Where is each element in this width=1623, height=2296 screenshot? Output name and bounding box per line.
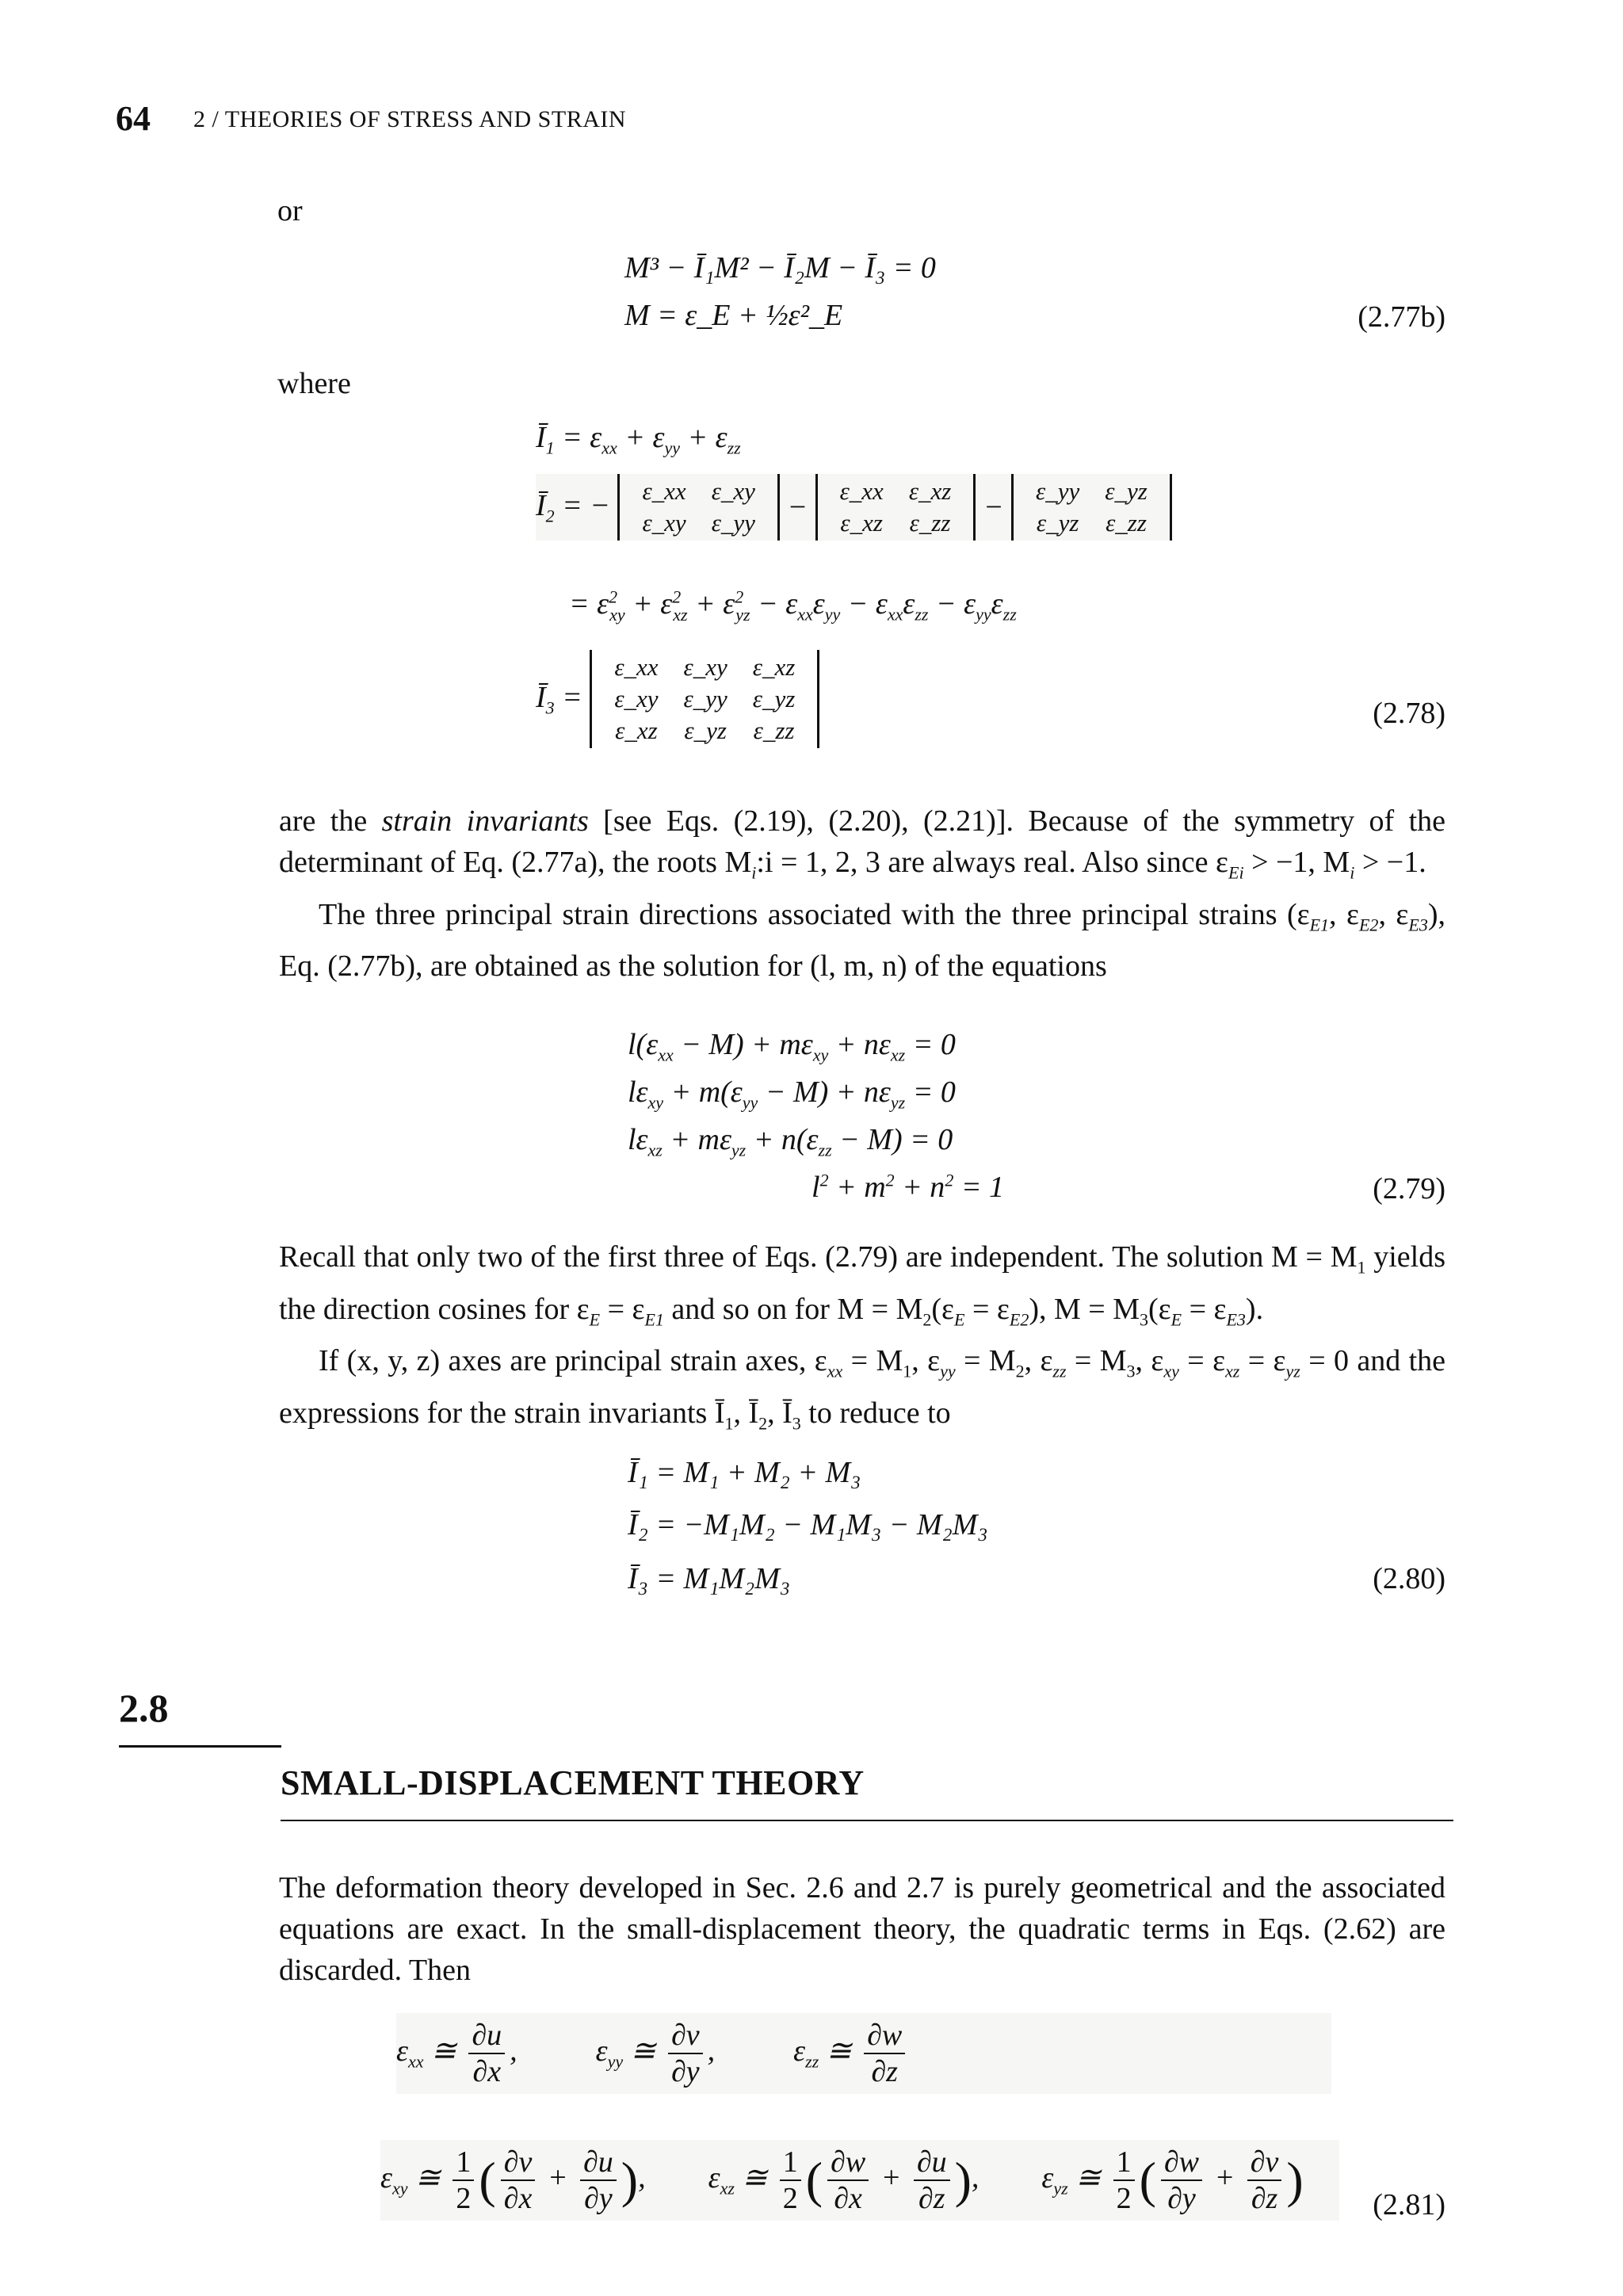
section-number-rule — [119, 1745, 281, 1748]
eq-278-I2-determinants: $Ī_2$ = − ε_xx ε_xy ε_xy ε_yy − ε_xx ε_xz ε_xz ε_zz − ε_yy ε_yz ε_yz ε_zz — [536, 474, 1172, 541]
eq-279-line1: $l(\varepsilon_{xx} - M) + m\varepsilon_{xy} + n\varepsilon_{xz} = 0$ — [628, 1028, 956, 1065]
eq-281-row1: $\varepsilon_{xx}$ ≅ $\frac{\partial u}{\partial x}$ , $\varepsilon_{yy}$ ≅ $\frac{\partial v}{\partial y}$ , $\varepsilon_{zz}$ ≅ $\frac{\partial w}{\partial z}$ — [396, 2013, 1331, 2094]
det-I2-b: ε_xx ε_xz ε_xz ε_zz — [815, 474, 976, 541]
eq-280-line2: Ī₂ = −M₁M₂ − M₁M₃ − M₂M₃ — [628, 1508, 988, 1541]
eq-280-line3: Ī₃ = M₁M₂M₃ — [628, 1562, 791, 1595]
eq-278-number: (2.78) — [1373, 697, 1445, 730]
paragraph-strain-invariants: are the strain invariants [see Eqs. (2.19), (2.20), (2.21)]. Because of the symmetry of the determinant of Eq. (2.77a), the roots $M_i:i = 1$, 2, 3 are always real. Also since $\varepsilon_{Ei} > -1$, $M_i > -1$. The three principal strain directions associated with the three principal strains ($\varepsilon_{E1}$, $\varepsilon_{E2}$, $\varepsilon_{E3}$), Eq. (2.77b), are obtained as the solution for (l, m, n) of the equations — [279, 804, 1446, 984]
eq-278-I2-expansion: = $\varepsilon^2_{xy} + \varepsilon^2_{xz} + \varepsilon^2_{yz} - \varepsilon_{xx}\varepsilon_{yy} - \varepsilon_{xx}\varepsilon_{zz} - \varepsilon_{yy}\varepsilon_{zz}$ — [569, 586, 1017, 625]
eq-278-I1: $Ī_1 = \varepsilon_{xx} + \varepsilon_{yy} + \varepsilon_{zz}$ — [536, 421, 741, 458]
running-title: 2 / THEORIES OF STRESS AND STRAIN — [193, 106, 627, 132]
eq-279-line2: $l\varepsilon_{xy} + m(\varepsilon_{yy} - M) + n\varepsilon_{yz} = 0$ — [628, 1075, 956, 1113]
eq-280-line1: Ī₁ = M₁ + M₂ + M₃ — [628, 1456, 861, 1489]
eq-281-number: (2.81) — [1373, 2188, 1445, 2222]
eq-277b-line2: M = ε_E + ½ε²_E — [624, 299, 843, 332]
paragraph-small-displacement: The deformation theory developed in Sec. 2.6 and 2.7 is purely geometrical and the associated equations are exact. In the small-displacement theory, the quadratic terms in Eqs. (2.62) are discarded. Then — [279, 1871, 1445, 1987]
section-number: 2.8 — [119, 1686, 169, 1730]
eq-280-number: (2.80) — [1373, 1562, 1445, 1595]
word-or: or — [277, 194, 303, 227]
section-title-rule — [281, 1820, 1453, 1821]
eq-281-row2: $\varepsilon_{xy}$ ≅ $\frac{1}{2}$ ( $\frac{\partial v}{\partial x}$ + $\frac{\partial u}{\partial y}$ ), $\varepsilon_{xz}$ ≅ $\frac{1}{2}$ ( $\frac{\partial w}{\partial x}$ + $\frac{\partial u}{\partial z}$ ), $\varepsilon_{yz}$ ≅ $\frac{1}{2}$ ( $\frac{\partial w}{\partial y}$ + $\frac{\partial v}{\partial z}$ ) — [380, 2140, 1339, 2221]
det-I2-c: ε_yy ε_yz ε_yz ε_zz — [1011, 474, 1172, 541]
eq-277b-line1: M³ − Ī₁M² − Ī₂M − Ī₃ = 0 — [624, 251, 936, 285]
section-title: SMALL-DISPLACEMENT THEORY — [281, 1763, 865, 1802]
eq-279-line4: $l^2 + m^2 + n^2 = 1$ — [812, 1170, 1004, 1204]
page-number: 64 — [116, 99, 151, 138]
eq-278-I3: $Ī_3$ = ε_xx ε_xy ε_xz ε_xy ε_yy ε_yz ε_xz ε_yz ε_zz — [536, 650, 819, 748]
eq-279-line3: $l\varepsilon_{xz} + m\varepsilon_{yz} + n(\varepsilon_{zz} - M) = 0$ — [628, 1123, 953, 1160]
det-I2-a: ε_xx ε_xy ε_xy ε_yy — [617, 474, 779, 541]
eq-277b-number: (2.77b) — [1358, 300, 1445, 334]
det-I3: ε_xx ε_xy ε_xz ε_xy ε_yy ε_yz ε_xz ε_yz ε_zz — [590, 650, 819, 748]
paragraph-recall: Recall that only two of the first three of Eqs. (2.79) are independent. The solution $M = M_1$ yields the direction cosines for $\varepsilon_E = \varepsilon_{E1}$ and so on for $M = M_2(\varepsilon_E = \varepsilon_{E2})$, $M = M_3(\varepsilon_E = \varepsilon_{E3})$. If (x, y, z) axes are principal strain axes, $\varepsilon_{xx} = M_1$, $\varepsilon_{yy} = M_2$, $\varepsilon_{zz} = M_3$, $\varepsilon_{xy} = \varepsilon_{xz} = \varepsilon_{yz} = 0$ and the expressions for the strain invariants $Ī_1$, $Ī_2$, $Ī_3$ to reduce to — [279, 1240, 1446, 1434]
word-where: where — [277, 367, 351, 400]
eq-279-number: (2.79) — [1373, 1172, 1445, 1205]
